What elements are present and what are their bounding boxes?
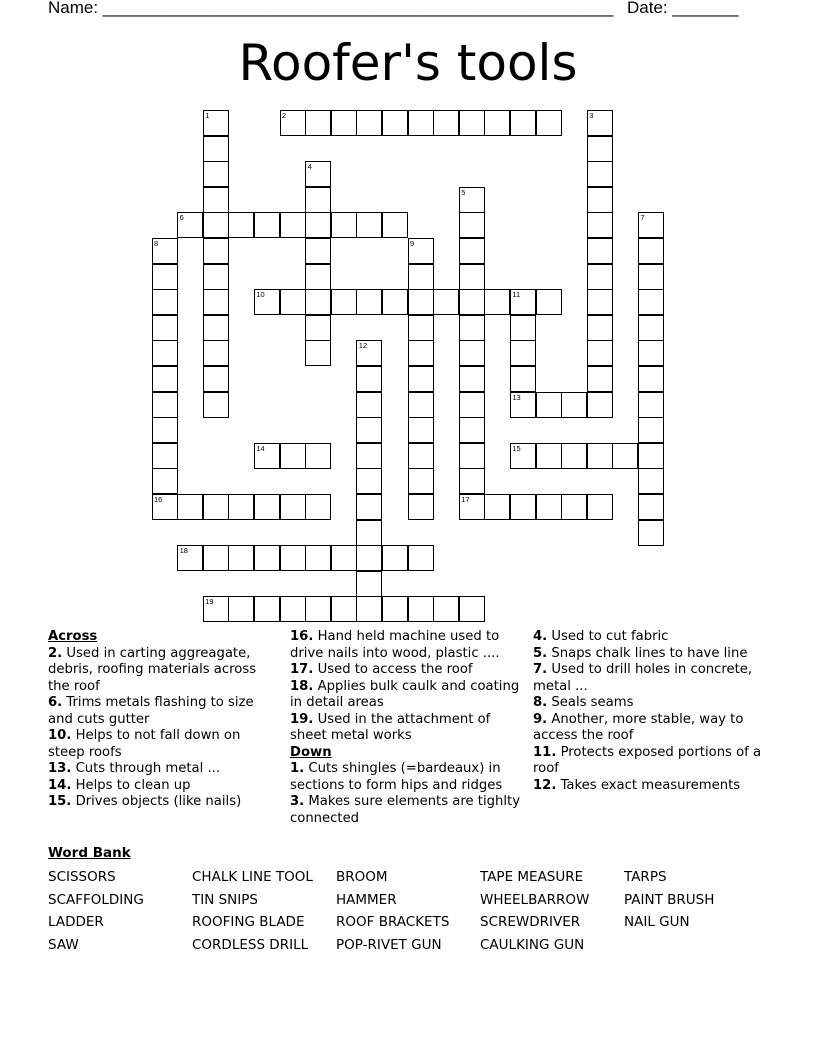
crossword-cell[interactable] bbox=[587, 136, 613, 162]
crossword-cell[interactable] bbox=[510, 494, 536, 520]
clue-number: 4 bbox=[307, 162, 312, 172]
crossword-cell[interactable] bbox=[203, 596, 229, 622]
crossword-cell[interactable] bbox=[433, 110, 459, 136]
crossword-cell[interactable] bbox=[203, 545, 229, 571]
crossword-cell[interactable] bbox=[203, 187, 229, 213]
clue-number: 9 bbox=[410, 239, 415, 248]
crossword-cell[interactable] bbox=[638, 340, 664, 366]
word-bank-item: PAINT BRUSH bbox=[624, 891, 715, 908]
crossword-cell[interactable] bbox=[152, 468, 178, 494]
clue-text: Makes sure elements are tighlty connected bbox=[290, 794, 521, 826]
crossword-cell[interactable] bbox=[356, 596, 382, 622]
crossword-cell[interactable] bbox=[356, 545, 382, 571]
crossword-cell[interactable] bbox=[587, 392, 613, 418]
crossword-cell[interactable] bbox=[356, 468, 382, 494]
crossword-cell[interactable] bbox=[459, 596, 485, 622]
word-bank-column-2 bbox=[192, 866, 313, 957]
clue-text: Drives objects (like nails) bbox=[71, 794, 242, 809]
crossword-cell[interactable] bbox=[228, 596, 254, 622]
crossword-cell[interactable] bbox=[484, 289, 510, 315]
clue-number-label: 3. bbox=[290, 794, 305, 809]
crossword-cell[interactable] bbox=[305, 545, 331, 571]
crossword-cell[interactable] bbox=[459, 289, 485, 315]
crossword-cell[interactable] bbox=[433, 289, 459, 315]
crossword-cell[interactable] bbox=[177, 545, 203, 571]
crossword-cell[interactable] bbox=[280, 443, 306, 469]
clue-item bbox=[48, 646, 276, 696]
crossword-cell[interactable] bbox=[356, 443, 382, 469]
clue-number: 19 bbox=[205, 597, 214, 607]
crossword-cell[interactable] bbox=[177, 494, 203, 520]
crossword-cell[interactable] bbox=[408, 392, 434, 418]
crossword-cell[interactable] bbox=[228, 212, 254, 238]
clue-text: Takes exact measurements bbox=[556, 777, 741, 793]
crossword-cell[interactable] bbox=[408, 340, 434, 366]
crossword-cell[interactable] bbox=[305, 238, 331, 264]
clue-number: 15 bbox=[512, 443, 521, 453]
crossword-cell[interactable] bbox=[459, 238, 485, 264]
clue-number: 6 bbox=[179, 213, 184, 223]
crossword-cell[interactable] bbox=[305, 443, 331, 469]
clue-item bbox=[290, 761, 522, 794]
clue-text: Applies bulk caulk and coating in detail areas bbox=[290, 678, 520, 710]
crossword-cell[interactable] bbox=[331, 545, 357, 571]
crossword-cell[interactable] bbox=[587, 443, 613, 469]
clue-number: 13 bbox=[512, 392, 521, 402]
clue-number: 3 bbox=[589, 111, 594, 120]
crossword-cell[interactable] bbox=[254, 289, 280, 315]
word-bank-column-4 bbox=[480, 866, 589, 957]
clue-text: Another, more stable, way to access the roof bbox=[533, 711, 744, 743]
word-bank-item: WHEELBARROW bbox=[480, 891, 590, 908]
crossword-cell[interactable] bbox=[152, 443, 178, 469]
clue-number-label: 4. bbox=[533, 629, 548, 644]
crossword-cell[interactable] bbox=[587, 264, 613, 290]
clue-number: 1 bbox=[205, 111, 210, 120]
clue-number: 7 bbox=[640, 213, 645, 223]
clue-item bbox=[533, 778, 769, 795]
crossword-cell[interactable] bbox=[331, 212, 357, 238]
crossword-cell[interactable] bbox=[408, 468, 434, 494]
crossword-cell[interactable] bbox=[510, 340, 536, 366]
crossword-cell[interactable] bbox=[638, 392, 664, 418]
crossword-cell[interactable] bbox=[356, 392, 382, 418]
word-bank-item: BROOM bbox=[336, 869, 388, 885]
crossword-cell[interactable] bbox=[382, 289, 408, 315]
clue-number-label: 17. bbox=[290, 662, 314, 677]
clue-item bbox=[290, 679, 522, 712]
crossword-cell[interactable] bbox=[382, 212, 408, 238]
crossword-cell[interactable] bbox=[152, 264, 178, 290]
crossword-cell[interactable] bbox=[638, 238, 664, 264]
clue-number-label: 5. bbox=[533, 645, 548, 661]
crossword-cell[interactable] bbox=[638, 366, 664, 392]
word-bank-item: CHALK LINE TOOL bbox=[192, 869, 313, 885]
crossword-cell[interactable] bbox=[382, 545, 408, 571]
crossword-cell[interactable] bbox=[203, 238, 229, 264]
clue-text: Snaps chalk lines to have line bbox=[547, 645, 748, 661]
crossword-cell[interactable] bbox=[587, 187, 613, 213]
clue-text: Used to access the roof bbox=[313, 662, 473, 677]
crossword-cell[interactable] bbox=[408, 366, 434, 392]
crossword-cell[interactable] bbox=[280, 545, 306, 571]
crossword-cell[interactable] bbox=[152, 315, 178, 341]
clue-item bbox=[533, 695, 769, 712]
clue-text: Helps to clean up bbox=[71, 777, 191, 793]
crossword-cell[interactable] bbox=[459, 212, 485, 238]
clue-item bbox=[48, 778, 276, 795]
crossword-cell[interactable] bbox=[152, 392, 178, 418]
crossword-cell[interactable] bbox=[408, 315, 434, 341]
clue-item bbox=[533, 712, 769, 745]
clue-number-label: 12. bbox=[533, 777, 557, 793]
crossword-cell[interactable] bbox=[254, 545, 280, 571]
crossword-cell[interactable] bbox=[510, 110, 536, 136]
crossword-cell[interactable] bbox=[254, 596, 280, 622]
crossword-cell[interactable] bbox=[408, 238, 434, 264]
crossword-cell[interactable] bbox=[459, 187, 485, 213]
crossword-cell[interactable] bbox=[536, 110, 562, 136]
crossword-cell[interactable] bbox=[587, 238, 613, 264]
crossword-cell[interactable] bbox=[356, 289, 382, 315]
word-bank-item: CORDLESS DRILL bbox=[192, 937, 309, 954]
crossword-cell[interactable] bbox=[459, 366, 485, 392]
clue-number-label: 9. bbox=[533, 711, 548, 727]
crossword-cell[interactable] bbox=[356, 366, 382, 392]
crossword-cell[interactable] bbox=[280, 596, 306, 622]
crossword-cell[interactable] bbox=[536, 289, 562, 315]
word-bank-item: TARPS bbox=[624, 869, 667, 885]
clue-text: Cuts shingles (=bardeaux) in sections to form hips and ridges bbox=[290, 761, 503, 793]
clue-item bbox=[48, 794, 276, 811]
crossword-cell[interactable] bbox=[587, 366, 613, 392]
word-bank-item: LADDER bbox=[48, 914, 104, 931]
crossword-cell[interactable] bbox=[459, 392, 485, 418]
crossword-cell[interactable] bbox=[356, 520, 382, 546]
crossword-cell[interactable] bbox=[177, 212, 203, 238]
clue-number-label: 8. bbox=[533, 695, 548, 710]
word-bank-column-5 bbox=[624, 866, 714, 934]
crossword-cell[interactable] bbox=[331, 289, 357, 315]
crossword-cell[interactable] bbox=[561, 392, 587, 418]
crossword-cell[interactable] bbox=[203, 366, 229, 392]
crossword-cell[interactable] bbox=[228, 494, 254, 520]
clue-number: 17 bbox=[461, 495, 470, 504]
crossword-cell[interactable] bbox=[280, 289, 306, 315]
clue-number-label: 19. bbox=[290, 711, 314, 727]
crossword-cell[interactable] bbox=[638, 494, 664, 520]
clue-number-label: 11. bbox=[533, 744, 557, 760]
clue-item bbox=[533, 629, 769, 646]
crossword-cell[interactable] bbox=[638, 264, 664, 290]
crossword-cell[interactable] bbox=[203, 340, 229, 366]
word-bank-item: TAPE MEASURE bbox=[480, 869, 584, 885]
crossword-cell[interactable] bbox=[638, 289, 664, 315]
crossword-cell[interactable] bbox=[484, 110, 510, 136]
clue-item bbox=[290, 629, 522, 662]
crossword-cell[interactable] bbox=[638, 468, 664, 494]
crossword-cell[interactable] bbox=[408, 494, 434, 520]
clue-number-label: 13. bbox=[48, 761, 72, 776]
clue-text: Used to cut fabric bbox=[547, 629, 669, 644]
word-bank-column-3 bbox=[336, 866, 449, 957]
crossword-cell[interactable] bbox=[331, 596, 357, 622]
crossword-cell[interactable] bbox=[408, 264, 434, 290]
crossword-cell[interactable] bbox=[152, 494, 178, 520]
clue-number-label: 15. bbox=[48, 794, 72, 809]
crossword-cell[interactable] bbox=[305, 187, 331, 213]
crossword-cell[interactable] bbox=[459, 443, 485, 469]
clue-number-label: 1. bbox=[290, 761, 305, 776]
clue-number-label: 10. bbox=[48, 728, 72, 743]
crossword-cell[interactable] bbox=[356, 417, 382, 443]
name-field-label: Name: ______________________________________________________ bbox=[48, 0, 614, 17]
clue-number: 12 bbox=[358, 341, 368, 351]
crossword-cell[interactable] bbox=[638, 315, 664, 341]
word-bank-item: SCISSORS bbox=[48, 869, 116, 885]
clue-text: Cuts through metal ... bbox=[71, 761, 221, 776]
crossword-cell[interactable] bbox=[484, 494, 510, 520]
word-bank-item: POP-RIVET GUN bbox=[336, 937, 442, 954]
crossword-cell[interactable] bbox=[510, 443, 536, 469]
clue-item bbox=[48, 728, 276, 761]
clue-text: Helps to not fall down on steep roofs bbox=[48, 728, 241, 760]
clue-text: Used in the attachment of sheet metal works bbox=[290, 711, 491, 743]
crossword-cell[interactable] bbox=[305, 289, 331, 315]
crossword-cell[interactable] bbox=[305, 212, 331, 238]
clue-item bbox=[290, 662, 522, 679]
crossword-cell[interactable] bbox=[382, 110, 408, 136]
clue-number-label: 18. bbox=[290, 678, 314, 694]
crossword-cell[interactable] bbox=[459, 417, 485, 443]
word-bank-item: HAMMER bbox=[336, 891, 397, 908]
clue-item bbox=[290, 712, 522, 745]
crossword-cell[interactable] bbox=[280, 110, 306, 136]
crossword-cell[interactable] bbox=[305, 494, 331, 520]
clues-column-2 bbox=[290, 629, 522, 827]
crossword-cell[interactable] bbox=[587, 289, 613, 315]
crossword-cell[interactable] bbox=[203, 110, 229, 136]
word-bank-column-1 bbox=[48, 866, 144, 957]
clue-item bbox=[48, 695, 276, 728]
clue-item bbox=[290, 794, 522, 827]
clue-number-label: 6. bbox=[48, 695, 63, 710]
crossword-cell[interactable] bbox=[305, 110, 331, 136]
crossword-cell[interactable] bbox=[203, 161, 229, 187]
clue-item bbox=[533, 646, 769, 663]
crossword-cell[interactable] bbox=[459, 468, 485, 494]
crossword-cell[interactable] bbox=[561, 443, 587, 469]
crossword-cell[interactable] bbox=[203, 494, 229, 520]
crossword-cell[interactable] bbox=[382, 596, 408, 622]
clue-text: Protects exposed portions of a roof bbox=[533, 744, 762, 776]
crossword-cell[interactable] bbox=[408, 110, 434, 136]
crossword-cell[interactable] bbox=[638, 443, 664, 469]
clue-item bbox=[533, 662, 769, 695]
word-bank-title: Word Bank bbox=[48, 845, 131, 861]
clue-item bbox=[48, 761, 276, 778]
crossword-cell[interactable] bbox=[152, 238, 178, 264]
clue-number: 18 bbox=[179, 546, 188, 556]
crossword-cell[interactable] bbox=[638, 212, 664, 238]
clue-number: 16 bbox=[154, 495, 163, 504]
crossword-cell[interactable] bbox=[433, 596, 459, 622]
crossword-cell[interactable] bbox=[536, 443, 562, 469]
date-field-label: Date: _______ bbox=[627, 0, 739, 17]
clue-text: Trims metals flashing to size and cuts gutter bbox=[48, 695, 254, 727]
crossword-cell[interactable] bbox=[331, 110, 357, 136]
crossword-cell[interactable] bbox=[254, 494, 280, 520]
crossword-cell[interactable] bbox=[203, 315, 229, 341]
word-bank-item: TIN SNIPS bbox=[192, 891, 258, 908]
word-bank-item: SCAFFOLDING bbox=[48, 891, 144, 908]
crossword-cell[interactable] bbox=[203, 289, 229, 315]
clue-number-label: 16. bbox=[290, 629, 314, 644]
crossword-cell[interactable] bbox=[510, 366, 536, 392]
crossword-cell[interactable] bbox=[228, 545, 254, 571]
word-bank-item: SAW bbox=[48, 937, 79, 954]
crossword-cell[interactable] bbox=[356, 571, 382, 597]
word-bank-item: ROOF BRACKETS bbox=[336, 914, 450, 931]
crossword-cell[interactable] bbox=[587, 494, 613, 520]
crossword-cell[interactable] bbox=[510, 392, 536, 418]
crossword-cell[interactable] bbox=[561, 494, 587, 520]
page-title: Roofer's tools bbox=[238, 34, 578, 92]
crossword-cell[interactable] bbox=[587, 161, 613, 187]
clue-number-label: 14. bbox=[48, 777, 72, 793]
crossword-cell[interactable] bbox=[254, 443, 280, 469]
clue-text: Seals seams bbox=[547, 695, 634, 710]
crossword-cell[interactable] bbox=[459, 494, 485, 520]
crossword-cell[interactable] bbox=[356, 494, 382, 520]
clue-text: Used to drill holes in concrete, metal ... bbox=[533, 662, 753, 694]
crossword-cell[interactable] bbox=[408, 417, 434, 443]
clue-number: 5 bbox=[461, 187, 466, 197]
clue-number-label: 2. bbox=[48, 645, 63, 661]
crossword-cell[interactable] bbox=[459, 340, 485, 366]
crossword-cell[interactable] bbox=[612, 443, 638, 469]
crossword-cell[interactable] bbox=[536, 392, 562, 418]
clues-column-1 bbox=[48, 629, 276, 811]
crossword-cell[interactable] bbox=[203, 136, 229, 162]
crossword-cell[interactable] bbox=[280, 212, 306, 238]
crossword-cell[interactable] bbox=[203, 264, 229, 290]
word-bank-item: SCREWDRIVER bbox=[480, 914, 581, 931]
crossword-cell[interactable] bbox=[510, 289, 536, 315]
clue-number: 8 bbox=[154, 239, 159, 248]
crossword-cell[interactable] bbox=[305, 596, 331, 622]
clue-number: 14 bbox=[256, 443, 265, 453]
crossword-cell[interactable] bbox=[587, 315, 613, 341]
crossword-cell[interactable] bbox=[280, 494, 306, 520]
crossword-cell[interactable] bbox=[305, 264, 331, 290]
crossword-cell[interactable] bbox=[459, 315, 485, 341]
crossword-cell[interactable] bbox=[152, 289, 178, 315]
clue-text: Hand held machine used to drive nails into wood, plastic .... bbox=[290, 629, 500, 661]
clue-number: 10 bbox=[256, 290, 265, 300]
crossword-cell[interactable] bbox=[152, 340, 178, 366]
crossword-cell[interactable] bbox=[408, 545, 434, 571]
crossword-cell[interactable] bbox=[305, 161, 331, 187]
crossword-cell[interactable] bbox=[587, 340, 613, 366]
word-bank-item: CAULKING GUN bbox=[480, 937, 585, 954]
crossword-cell[interactable] bbox=[356, 110, 382, 136]
crossword-cell[interactable] bbox=[408, 596, 434, 622]
word-bank-item: NAIL GUN bbox=[624, 914, 690, 931]
crossword-cell[interactable] bbox=[152, 417, 178, 443]
clue-item bbox=[533, 745, 769, 778]
crossword-cell[interactable] bbox=[587, 212, 613, 238]
clue-section-heading: Down bbox=[290, 744, 332, 760]
crossword-cell[interactable] bbox=[254, 212, 280, 238]
crossword-cell[interactable] bbox=[459, 110, 485, 136]
clue-number: 2 bbox=[282, 111, 287, 120]
crossword-cell[interactable] bbox=[203, 392, 229, 418]
crossword-cell[interactable] bbox=[510, 315, 536, 341]
clue-text: Used in carting aggreagate, debris, roofing materials across the roof bbox=[48, 645, 257, 694]
crossword-cell[interactable] bbox=[356, 212, 382, 238]
clue-number-label: 7. bbox=[533, 662, 548, 677]
crossword-cell[interactable] bbox=[638, 417, 664, 443]
crossword-cell[interactable] bbox=[152, 366, 178, 392]
crossword-cell[interactable] bbox=[408, 443, 434, 469]
crossword-cell[interactable] bbox=[203, 212, 229, 238]
crossword-cell[interactable] bbox=[408, 289, 434, 315]
crossword-cell[interactable] bbox=[459, 264, 485, 290]
crossword-cell[interactable] bbox=[356, 340, 382, 366]
crossword-cell[interactable] bbox=[536, 494, 562, 520]
clues-column-3 bbox=[533, 629, 769, 794]
crossword-cell[interactable] bbox=[305, 340, 331, 366]
word-bank-item: ROOFING BLADE bbox=[192, 914, 305, 931]
clue-number: 11 bbox=[512, 290, 521, 300]
crossword-cell[interactable] bbox=[587, 110, 613, 136]
crossword-cell[interactable] bbox=[305, 315, 331, 341]
clue-section-heading: Across bbox=[48, 629, 98, 644]
crossword-cell[interactable] bbox=[638, 520, 664, 546]
